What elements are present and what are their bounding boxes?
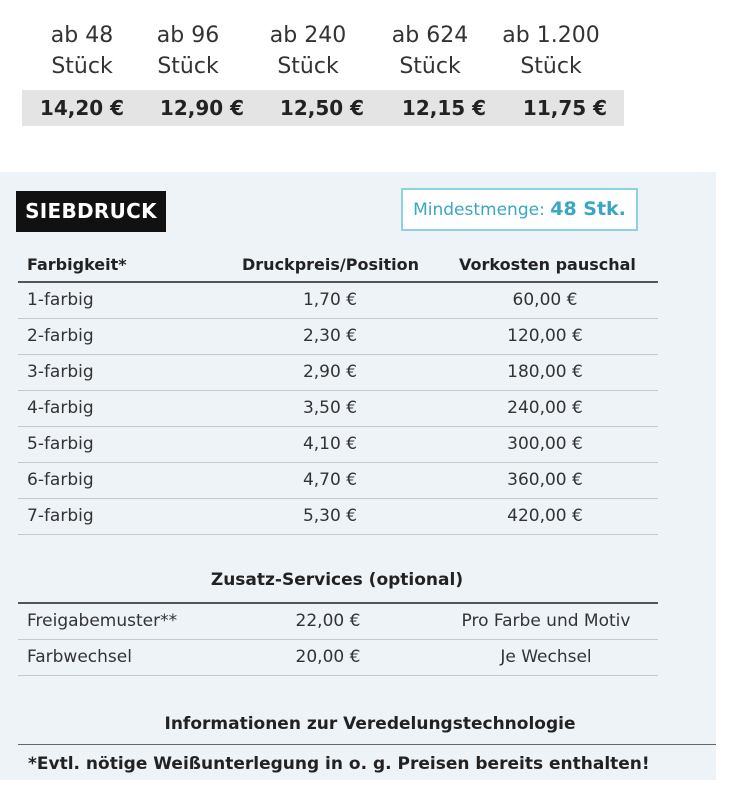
- table-row: [18, 426, 658, 463]
- tier-quantity: ab 48: [50, 23, 114, 48]
- tier-unit: Stück: [399, 54, 461, 79]
- minimum-quantity-label: Mindestmenge:: [413, 200, 545, 220]
- service-name: Freigabemuster**: [27, 611, 178, 631]
- tier-price: 11,75 €: [522, 96, 608, 120]
- tier-price: 12,15 €: [401, 96, 487, 120]
- tier-quantity: ab 240: [269, 23, 347, 48]
- tier-quantity: ab 1.200: [502, 23, 600, 48]
- tier-price: 12,90 €: [159, 96, 245, 120]
- tier-unit: Stück: [157, 54, 219, 79]
- setup-cost-cell: 420,00 €: [507, 506, 583, 526]
- print-price-cell: 2,90 €: [302, 362, 358, 382]
- print-price-cell: 4,70 €: [302, 470, 358, 490]
- price-tier-headers: [22, 20, 622, 86]
- minimum-quantity-value: 48 Stk.: [550, 198, 626, 220]
- column-header-print-price: Druckpreis/Position: [242, 255, 419, 274]
- tier-unit: Stück: [51, 54, 113, 79]
- tier-unit: Stück: [520, 54, 582, 79]
- table-row: [18, 462, 658, 499]
- color-count-cell: 7-farbig: [27, 506, 94, 526]
- siebdruck-panel: [0, 172, 716, 780]
- service-price: 20,00 €: [295, 647, 361, 667]
- table-row: [18, 498, 658, 535]
- color-count-cell: 4-farbig: [27, 398, 94, 418]
- table-row: [18, 390, 658, 427]
- setup-cost-cell: 300,00 €: [507, 434, 583, 454]
- print-price-cell: 2,30 €: [302, 326, 358, 346]
- table-row: [18, 282, 658, 319]
- setup-cost-cell: 180,00 €: [507, 362, 583, 382]
- tier-label: [22, 20, 142, 82]
- info-divider: [18, 744, 716, 745]
- print-price-cell: 3,50 €: [302, 398, 358, 418]
- color-count-cell: 3-farbig: [27, 362, 94, 382]
- info-title: Informationen zur Veredelungstechnologie: [164, 714, 576, 734]
- price-tier-band: [22, 90, 624, 126]
- tier-quantity: ab 624: [391, 23, 469, 48]
- setup-cost-cell: 240,00 €: [507, 398, 583, 418]
- print-price-cell: 1,70 €: [302, 290, 358, 310]
- column-header-setup-cost: Vorkosten pauschal: [459, 255, 636, 274]
- tier-quantity: ab 96: [156, 23, 220, 48]
- service-row: [18, 640, 658, 676]
- column-header-color-count: Farbigkeit*: [27, 255, 127, 274]
- service-price: 22,00 €: [295, 611, 361, 631]
- service-row: [18, 604, 658, 640]
- table-row: [18, 318, 658, 355]
- print-price-cell: 5,30 €: [302, 506, 358, 526]
- tier-label: [248, 20, 368, 82]
- table-row: [18, 354, 658, 391]
- color-count-cell: 6-farbig: [27, 470, 94, 490]
- setup-cost-cell: 120,00 €: [507, 326, 583, 346]
- tier-label: [128, 20, 248, 82]
- service-unit: Pro Farbe und Motiv: [461, 611, 631, 631]
- tier-unit: Stück: [277, 54, 339, 79]
- color-count-cell: 1-farbig: [27, 290, 94, 310]
- setup-cost-cell: 60,00 €: [512, 290, 578, 310]
- tier-label: [491, 20, 611, 82]
- setup-cost-cell: 360,00 €: [507, 470, 583, 490]
- service-unit: Je Wechsel: [500, 647, 592, 667]
- tier-price: 12,50 €: [279, 96, 365, 120]
- color-count-cell: 2-farbig: [27, 326, 94, 346]
- service-name: Farbwechsel: [27, 647, 132, 667]
- minimum-quantity-box: [401, 188, 638, 231]
- color-count-cell: 5-farbig: [27, 434, 94, 454]
- footnote: *Evtl. nötige Weißunterlegung in o. g. Preisen bereits enthalten!: [28, 754, 650, 774]
- section-title-badge: SIEBDRUCK: [16, 191, 166, 232]
- tier-label: [370, 20, 490, 82]
- tier-price: 14,20 €: [39, 96, 125, 120]
- services-title: Zusatz-Services (optional): [210, 570, 464, 590]
- print-price-cell: 4,10 €: [302, 434, 358, 454]
